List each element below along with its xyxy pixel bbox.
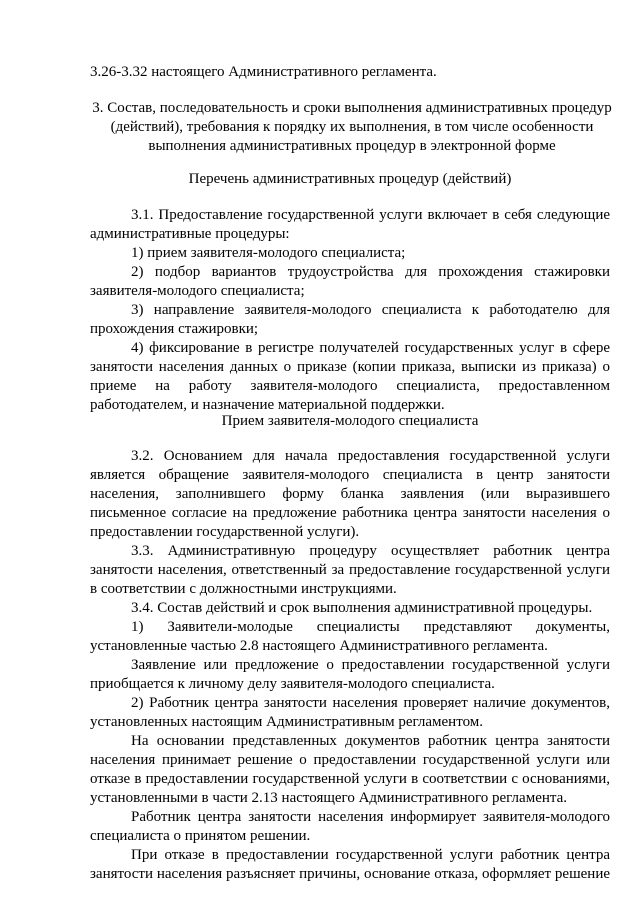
paragraph-3-4-application: Заявление или предложение о предоставлении государственной услуги приобщается к личному делу заявителя-молодого специалиста. <box>90 657 610 692</box>
list-item-4: 4) фиксирование в регистре получателей государственных услуг в сфере занятости населения данных о приказе (копии приказа, выписки из приказа) о приеме на работу заявителя-молодого специалиста, предоставленном работодателем, и назначение материальной поддержки. <box>90 340 610 413</box>
list-item-1: 1) прием заявителя-молодого специалиста; <box>131 245 406 261</box>
paragraph-3-2: 3.2. Основанием для начала предоставления государственной услуги является обращение заявителя-молодого специалиста в центр занятости населения, заполнившего форму бланка заявления (или выразившего письменное согласие на предложение работника центра занятости населения о предоставлении государственной услуги). <box>90 448 610 540</box>
subheading: Прием заявителя-молодого специалиста <box>221 413 479 429</box>
paragraph-3-4-item-1: 1) Заявители-молодые специалисты представляют документы, установленные частью 2.8 настоящего Административного регламента. <box>90 619 610 654</box>
paragraph-3-4-inform: Работник центра занятости населения информирует заявителя-молодого специалиста о принятом решении. <box>90 809 610 844</box>
paragraph-3-3: 3.3. Административную процедуру осуществляет работник центра занятости населения, ответственный за предоставление государственной услуги в соответствии с должностными инструкциями. <box>90 543 610 597</box>
list-item-2: 2) подбор вариантов трудоустройства для прохождения стажировки заявителя-молодого специалиста; <box>90 264 610 299</box>
paragraph-3-4-decision: На основании представленных документов работник центра занятости населения принимает решение о предоставлении государственной услуги или отказе в предоставлении государственной услуги в соответствии с основаниями, установленными в части 2.13 настоящего Административного регламента. <box>90 733 610 806</box>
intro-line: 3.26-3.32 настоящего Административного регламента. <box>90 64 437 80</box>
paragraph-3-4: 3.4. Состав действий и срок выполнения административной процедуры. <box>131 600 593 616</box>
section-heading: 3. Состав, последовательность и сроки выполнения административных процедур (действий), требования к порядку их выполнения, в том числе особенности выполнения административных процедур в электронной форме <box>92 100 612 154</box>
paragraph-3-4-refusal: При отказе в предоставлении государственной услуги работник центра занятости населения разъясняет причины, основание отказа, оформляет решение <box>90 847 610 882</box>
list-item-3: 3) направление заявителя-молодого специалиста к работодателю для прохождения стажировки; <box>90 302 610 337</box>
paragraph-3-1: 3.1. Предоставление государственной услуги включает в себя следующие административные процедуры: <box>90 207 610 242</box>
list-heading: Перечень административных процедур (действий) <box>188 171 512 187</box>
paragraph-3-4-item-2: 2) Работник центра занятости населения проверяет наличие документов, установленных настоящим Административным регламентом. <box>90 695 610 730</box>
